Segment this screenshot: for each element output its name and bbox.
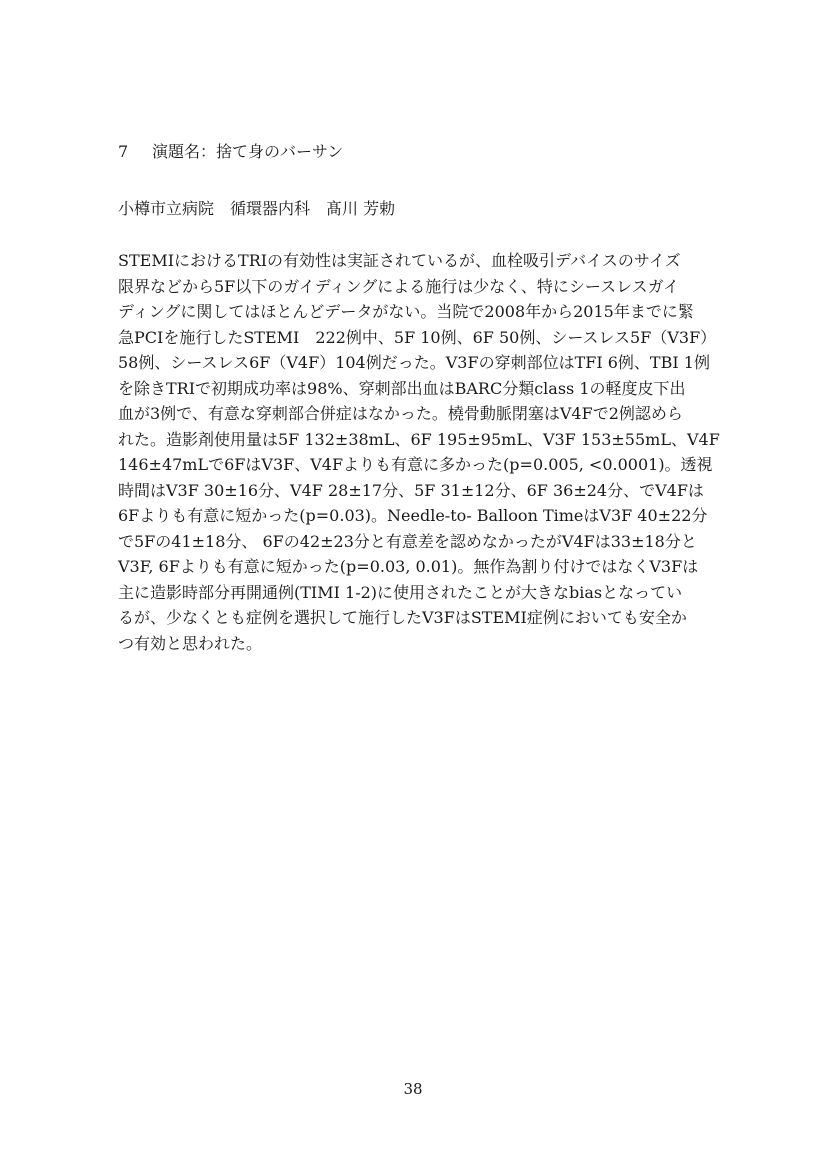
abstract-line: 急PCIを施行したSTEMI 222例中、5F 10例、6F 50例、シースレス5F（V3F） xyxy=(118,327,717,347)
page-number: 38 xyxy=(403,1080,423,1098)
abstract-line: 血が3例で、有意な穿刺部合併症はなかった。橈骨動脈閉塞はV4Fで2例認めら xyxy=(118,404,683,423)
abstract-line: STEMIにおけるTRIの有効性は実証されているが、血栓吸引デバイスのサイズ xyxy=(118,251,681,270)
abstract-body xyxy=(118,248,718,656)
abstract-line: つ有効と思われた。 xyxy=(118,633,263,653)
abstract-line: 6Fよりも有意に短かった(p=0.03)。Needle-to- Balloon TimeはV3F 40±22分 xyxy=(118,506,708,525)
abstract-line: れた。造影剤使用量は5F 132±38mL、6F 195±95mL、V3F 153±55mL、V4F xyxy=(118,429,720,449)
abstract-title xyxy=(118,141,343,163)
abstract-line: V3F, 6Fよりも有意に短かった(p=0.03, 0.01)。無作為割り付けではなくV3Fは xyxy=(118,557,699,576)
abstract-title-text: 演題名：捨て身のバーサン xyxy=(152,142,344,161)
abstract-line: 146±47mLで6FはV3F、V4Fよりも有意に多かった(p=0.005, <0.0001)。透視 xyxy=(118,455,713,474)
abstract-number: 7 xyxy=(118,142,129,161)
abstract-line: を除きTRIで初期成功率は98%、穿刺部出血はBARC分類class 1の軽度皮下出 xyxy=(118,378,686,398)
abstract-line: ディングに関してはほとんどデータがない。当院で2008年から2015年までに緊 xyxy=(118,302,694,321)
abstract-line: 58例、シースレス6F（V4F）104例だった。V3Fの穿刺部位はTFI 6例、TBI 1例 xyxy=(118,353,710,372)
abstract-line: 主に造影時部分再開通例(TIMI 1-2)に使用されたことが大きなbiasとなってい xyxy=(118,582,683,602)
abstract-line: 時間はV3F 30±16分、V4F 28±17分、5F 31±12分、6F 36±24分、でV4Fは xyxy=(118,480,704,500)
author-affiliation: 小樽市立病院 循環器内科 髙川 芳勅 xyxy=(118,199,396,218)
abstract-line: るが、少なくとも症例を選択して施行したV3FはSTEMI症例においても安全か xyxy=(118,608,687,627)
abstract-line: で5Fの41±18分、 6Fの42±23分と有意差を認めなかったがV4Fは33±18分と xyxy=(118,531,697,551)
abstract-line: 限界などから5F以下のガイディングによる施行は少なく、特にシースレスガイ xyxy=(118,276,680,296)
